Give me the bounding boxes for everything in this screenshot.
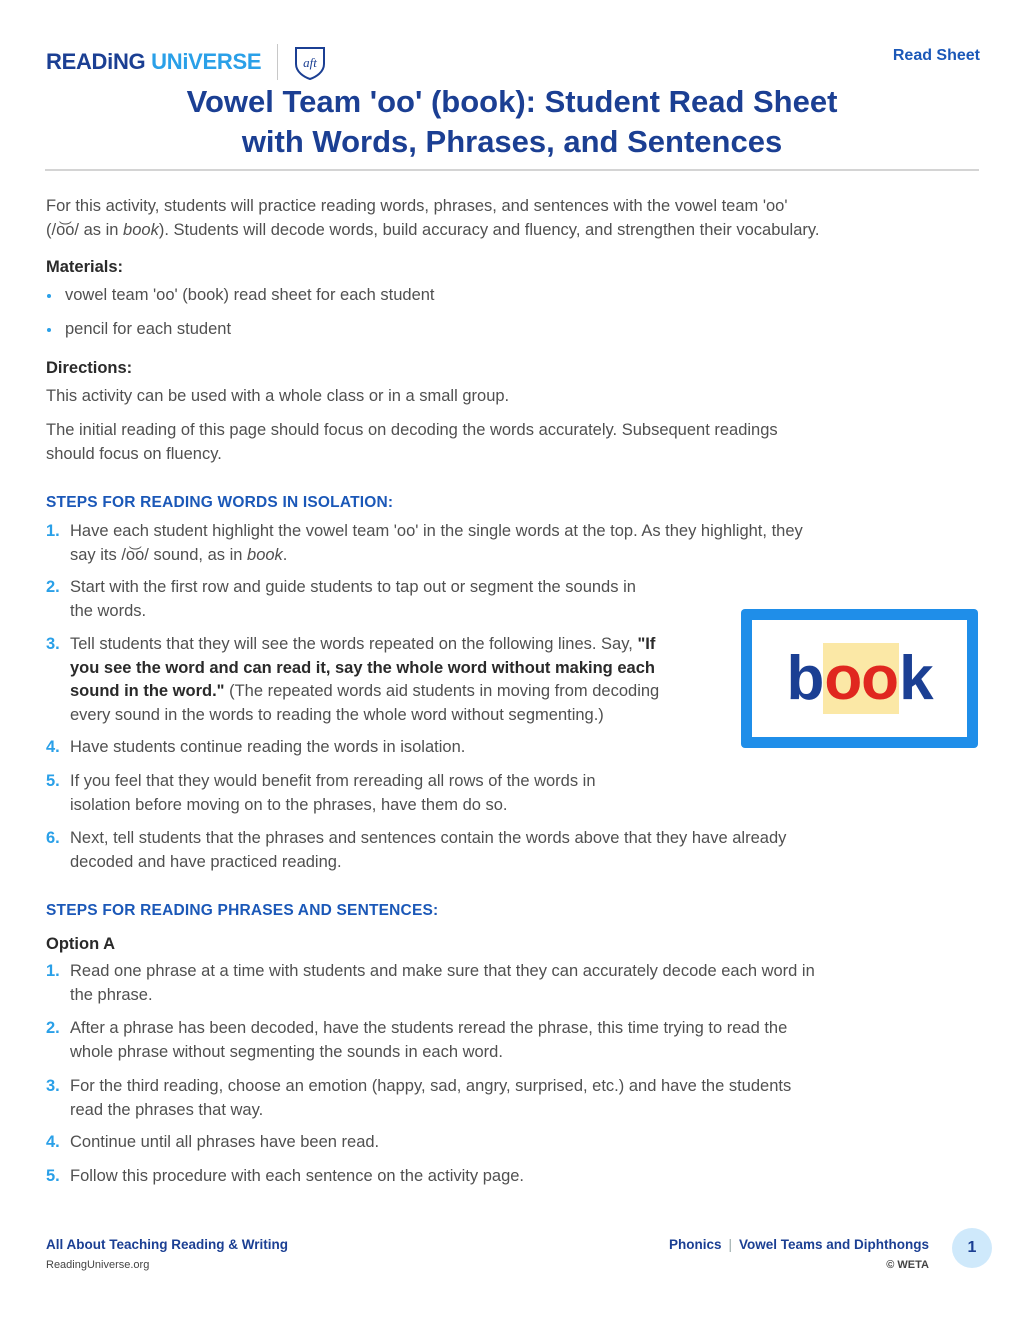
steps-words-heading: STEPS FOR READING WORDS IN ISOLATION: — [46, 494, 394, 511]
directions-paragraph-1: This activity can be used with a whole class or in a small group. — [46, 387, 510, 405]
list-item: 2. Start with the first row and guide students to tap out or segment the sounds in the words. — [46, 578, 636, 620]
logo-wordmark: READiNG UNiVERSE — [46, 49, 262, 74]
page-title — [60, 82, 964, 162]
logo-divider — [277, 44, 278, 80]
vowel-team-highlight: oo — [824, 644, 899, 713]
intro-line-2: (/o͝o/ as in book). Students will decode words, build accuracy and fluency, and strengthen their vocabulary. — [46, 221, 820, 239]
title-line-1: Vowel Team 'oo' (book): Student Read Sheet — [186, 84, 838, 119]
title-line-2: with Words, Phrases, and Sentences — [241, 124, 783, 159]
option-heading: Option A — [46, 935, 116, 953]
intro-line-1: For this activity, students will practice reading words, phrases, and sentences with the vowel team 'oo' — [46, 197, 788, 215]
bullet-icon — [47, 328, 51, 332]
list-item: 3. For the third reading, choose an emotion (happy, sad, angry, surprised, etc.) and have the students read the phrases that way. — [46, 1077, 792, 1119]
title-divider — [45, 169, 979, 171]
list-item: 1. Have each student highlight the vowel team 'oo' in the single words at the top. As they highlight, they say its /o͝o/ sound, as in book. — [46, 522, 803, 564]
list-item: 4. Have students continue reading the words in isolation. — [46, 738, 466, 756]
list-item: 3. Tell students that they will see the words repeated on the following lines. Say, "If you see the word and can read it, say the whole word without making each sound in the word." (The repeated words aid students in moving from decoding every sound in the words to reading the whole word without segmenting.) — [46, 635, 660, 724]
list-item: 1. Read one phrase at a time with students and make sure that they can accurately decode each word in the phrase. — [46, 962, 815, 1004]
materials-heading: Materials: — [46, 258, 124, 276]
footer-series-title: All About Teaching Reading & Writing — [46, 1237, 288, 1252]
reading-universe-logo — [46, 44, 328, 80]
footer-copyright: © WETA — [886, 1259, 929, 1271]
footer-category: Phonics | Vowel Teams and Diphthongs — [668, 1237, 929, 1252]
materials-item: pencil for each student — [46, 320, 231, 339]
page-number: 1 — [952, 1228, 992, 1268]
steps-phrases-heading: STEPS FOR READING PHRASES AND SENTENCES: — [46, 902, 439, 919]
list-item: 6. Next, tell students that the phrases and sentences contain the words above that they have already decoded and have practiced reading. — [46, 829, 787, 871]
document-type-label: Read Sheet — [892, 47, 980, 64]
list-item: 4. Continue until all phrases have been read. — [46, 1133, 380, 1151]
word-card-inner — [752, 620, 967, 737]
bullet-icon — [47, 294, 51, 298]
intro-paragraph — [46, 194, 926, 242]
word-card-image — [741, 609, 978, 748]
word-card-text: b oo k — [786, 644, 933, 713]
list-item: 5. If you feel that they would benefit from rereading all rows of the words in isolation before moving on to the phrases, have them do so. — [46, 772, 596, 814]
svg-text:aft: aft — [303, 55, 318, 70]
directions-heading: Directions: — [46, 359, 133, 377]
directions-paragraph-2: The initial reading of this page should focus on decoding the words accurately. Subsequent readings should focus on fluency. — [46, 421, 778, 463]
list-item: 5. Follow this procedure with each sentence on the activity page. — [46, 1167, 525, 1185]
aft-logo-icon — [292, 44, 328, 80]
footer-url: ReadingUniverse.org — [46, 1259, 150, 1271]
list-item: 2. After a phrase has been decoded, have the students reread the phrase, this time trying to read the whole phrase without segmenting the sounds in each word. — [46, 1019, 788, 1061]
materials-item: vowel team 'oo' (book) read sheet for each student — [46, 286, 435, 305]
